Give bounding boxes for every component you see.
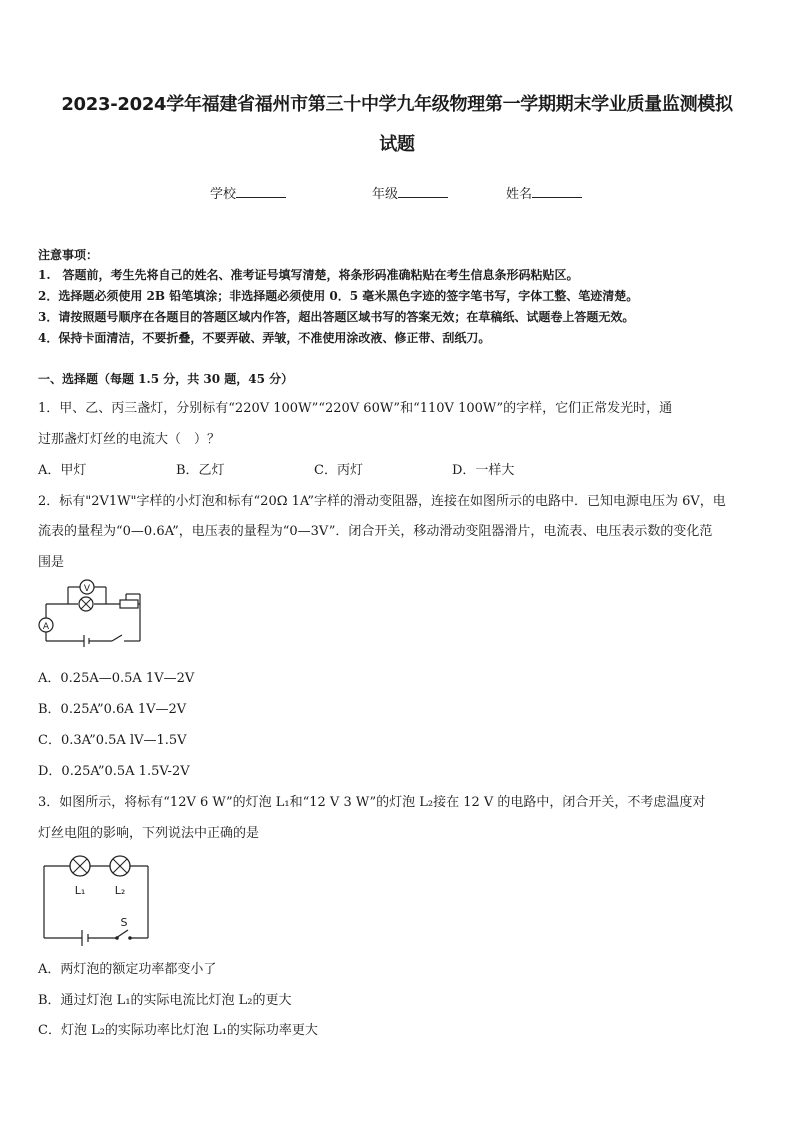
school-blank	[236, 185, 286, 198]
q2-option-b: B．0.25A”0.6A 1V—2V	[38, 702, 187, 717]
name-label: 姓名	[506, 187, 533, 202]
q2-line3: 围是	[38, 555, 65, 570]
notice-item-3: 3．请按照题号顺序在各题目的答题区域内作答，超出答题区域书写的答案无效；在草稿纸、试题卷上答题无效。	[38, 310, 635, 324]
lamp2-label: L₂	[114, 884, 126, 897]
voltmeter-label: V	[83, 584, 91, 594]
q3-line1: 3．如图所示，将标有“12V 6 W”的灯泡 L₁和“12 V 3 W”的灯泡 L₂接在 12 V 的电路中，闭合开关，不考虑温度对	[38, 795, 706, 810]
q3-option-a: A．两灯泡的额定功率都变小了	[38, 962, 217, 977]
school-label: 学校	[210, 187, 237, 202]
name-blank	[532, 185, 582, 198]
q1-option-c: C．丙灯	[314, 463, 363, 478]
q2-option-d: D．0.25A”0.5A 1.5V-2V	[38, 764, 190, 779]
notice-item-4: 4．保持卡面清洁，不要折叠，不要弄破、弄皱，不准使用涂改液、修正带、刮纸刀。	[38, 331, 491, 345]
q1-line1: 1．甲、乙、丙三盏灯，分别标有“220V 100W”“220V 60W”和“110V 100W”的字样，它们正常发光时，通	[38, 401, 673, 416]
q2-option-c: C．0.3A”0.5A lV—1.5V	[38, 733, 187, 748]
q3-circuit-diagram	[40, 850, 152, 946]
q2-line2: 流表的量程为“0—0.6A”，电压表的量程为“0—3V”．闭合开关，移动滑动变阻器滑片，电流表、电压表示数的变化范	[38, 524, 713, 539]
exam-title-line1: 2023-2024学年福建省福州市第三十中学九年级物理第一学期期末学业质量监测模拟	[61, 94, 733, 115]
q2-circuit-diagram	[36, 576, 148, 648]
grade-field	[372, 183, 448, 202]
q2-option-a: A．0.25A—0.5A 1V—2V	[38, 671, 195, 686]
notice-item-1: 1. 答题前，考生先将自己的姓名、准考证号填写清楚，将条形码准确粘贴在考生信息条形码粘贴区。	[38, 268, 579, 282]
section-heading: 一、选择题（每题 1.5 分，共 30 题，45 分）	[38, 372, 294, 386]
q1-option-b: B．乙灯	[176, 463, 225, 478]
lamp1-label: L₁	[74, 884, 86, 897]
q3-line2: 灯丝电阻的影响，下列说法中正确的是	[38, 826, 260, 841]
q3-option-b: B．通过灯泡 L₁的实际电流比灯泡 L₂的更大	[38, 993, 292, 1008]
grade-label: 年级	[372, 187, 399, 202]
school-field	[210, 183, 286, 202]
q1-option-a: A．甲灯	[38, 463, 87, 478]
switch-label: S	[120, 916, 128, 929]
notice-item-2: 2．选择题必须使用 2B 铅笔填涂；非选择题必须使用 0．5 毫米黑色字迹的签字笔书写，字体工整、笔迹清楚。	[38, 289, 639, 303]
q1-option-d: D．一样大	[452, 463, 515, 478]
exam-title-line2: 试题	[379, 134, 415, 155]
grade-blank	[398, 185, 448, 198]
q1-line2: 过那盏灯灯丝的电流大（ ）？	[38, 432, 221, 447]
q3-option-c: C．灯泡 L₂的实际功率比灯泡 L₁的实际功率更大	[38, 1023, 318, 1038]
q2-line1: 2．标有"2V1W"字样的小灯泡和标有“20Ω 1A”字样的滑动变阻器，连接在如图所示的电路中．已知电源电压为 6V，电	[38, 494, 726, 509]
ammeter-label: A	[42, 622, 50, 632]
notice-heading: 注意事项：	[38, 248, 99, 262]
name-field	[506, 183, 582, 202]
